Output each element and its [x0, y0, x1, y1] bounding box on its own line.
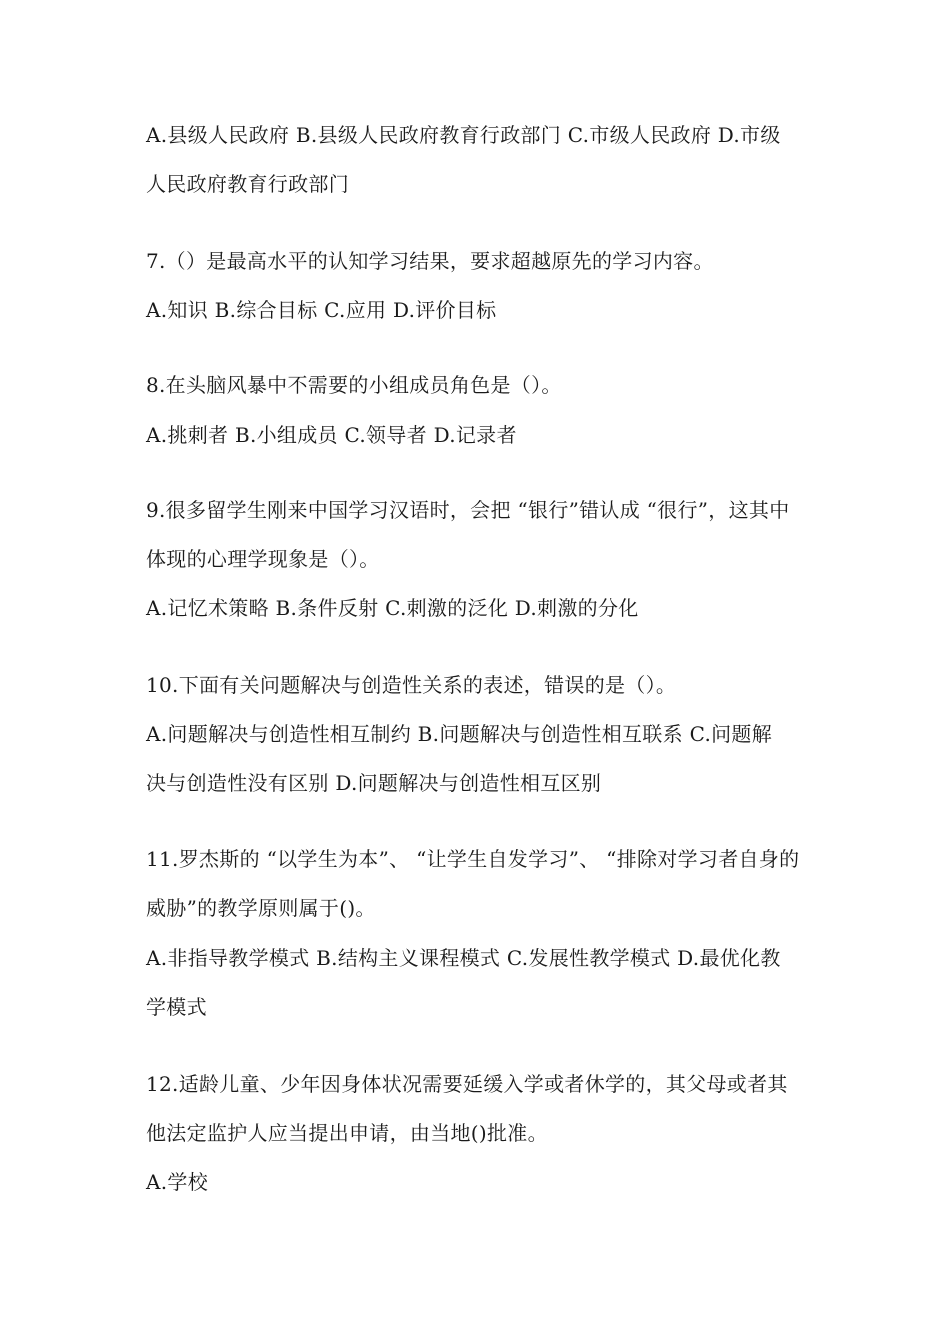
q11-question-line-1: 11.罗杰斯的 “以学生为本”、 “让学生自发学习”、 “排除对学习者自身的 [146, 847, 800, 871]
q6-options-line-2: 人民政府教育行政部门 [146, 172, 349, 196]
q6-options-line-1: A.县级人民政府 B.县级人民政府教育行政部门 C.市级人民政府 D.市级 [146, 123, 781, 147]
q10-options-line-1: A.问题解决与创造性相互制约 B.问题解决与创造性相互联系 C.问题解 [146, 722, 773, 746]
q11-question-line-2: 威胁”的教学原则属于()。 [146, 896, 376, 920]
q12-options: A.学校 [146, 1170, 209, 1194]
q8-question: 8.在头脑风暴中不需要的小组成员角色是（）。 [146, 373, 562, 397]
q11-options-line-1: A.非指导教学模式 B.结构主义课程模式 C.发展性教学模式 D.最优化教 [146, 946, 781, 970]
q7-options: A.知识 B.综合目标 C.应用 D.评价目标 [146, 298, 497, 322]
q9-options: A.记忆术策略 B.条件反射 C.刺激的泛化 D.刺激的分化 [146, 596, 639, 620]
q12-question-line-1: 12.适龄儿童、少年因身体状况需要延缓入学或者休学的，其父母或者其 [146, 1072, 788, 1096]
q9-question-line-1: 9.很多留学生刚来中国学习汉语时，会把 “银行”错认成 “很行”，这其中 [146, 498, 790, 522]
q8-options: A.挑刺者 B.小组成员 C.领导者 D.记录者 [146, 423, 517, 447]
q7-question: 7.（）是最高水平的认知学习结果，要求超越原先的学习内容。 [146, 249, 714, 273]
q9-question-line-2: 体现的心理学现象是（）。 [146, 547, 380, 571]
q11-options-line-2: 学模式 [146, 995, 207, 1019]
q10-options-line-2: 决与创造性没有区别 D.问题解决与创造性相互区别 [146, 771, 602, 795]
q10-question: 10.下面有关问题解决与创造性关系的表述，错误的是（）。 [146, 673, 677, 697]
q12-question-line-2: 他法定监护人应当提出申请，由当地()批准。 [146, 1121, 548, 1145]
